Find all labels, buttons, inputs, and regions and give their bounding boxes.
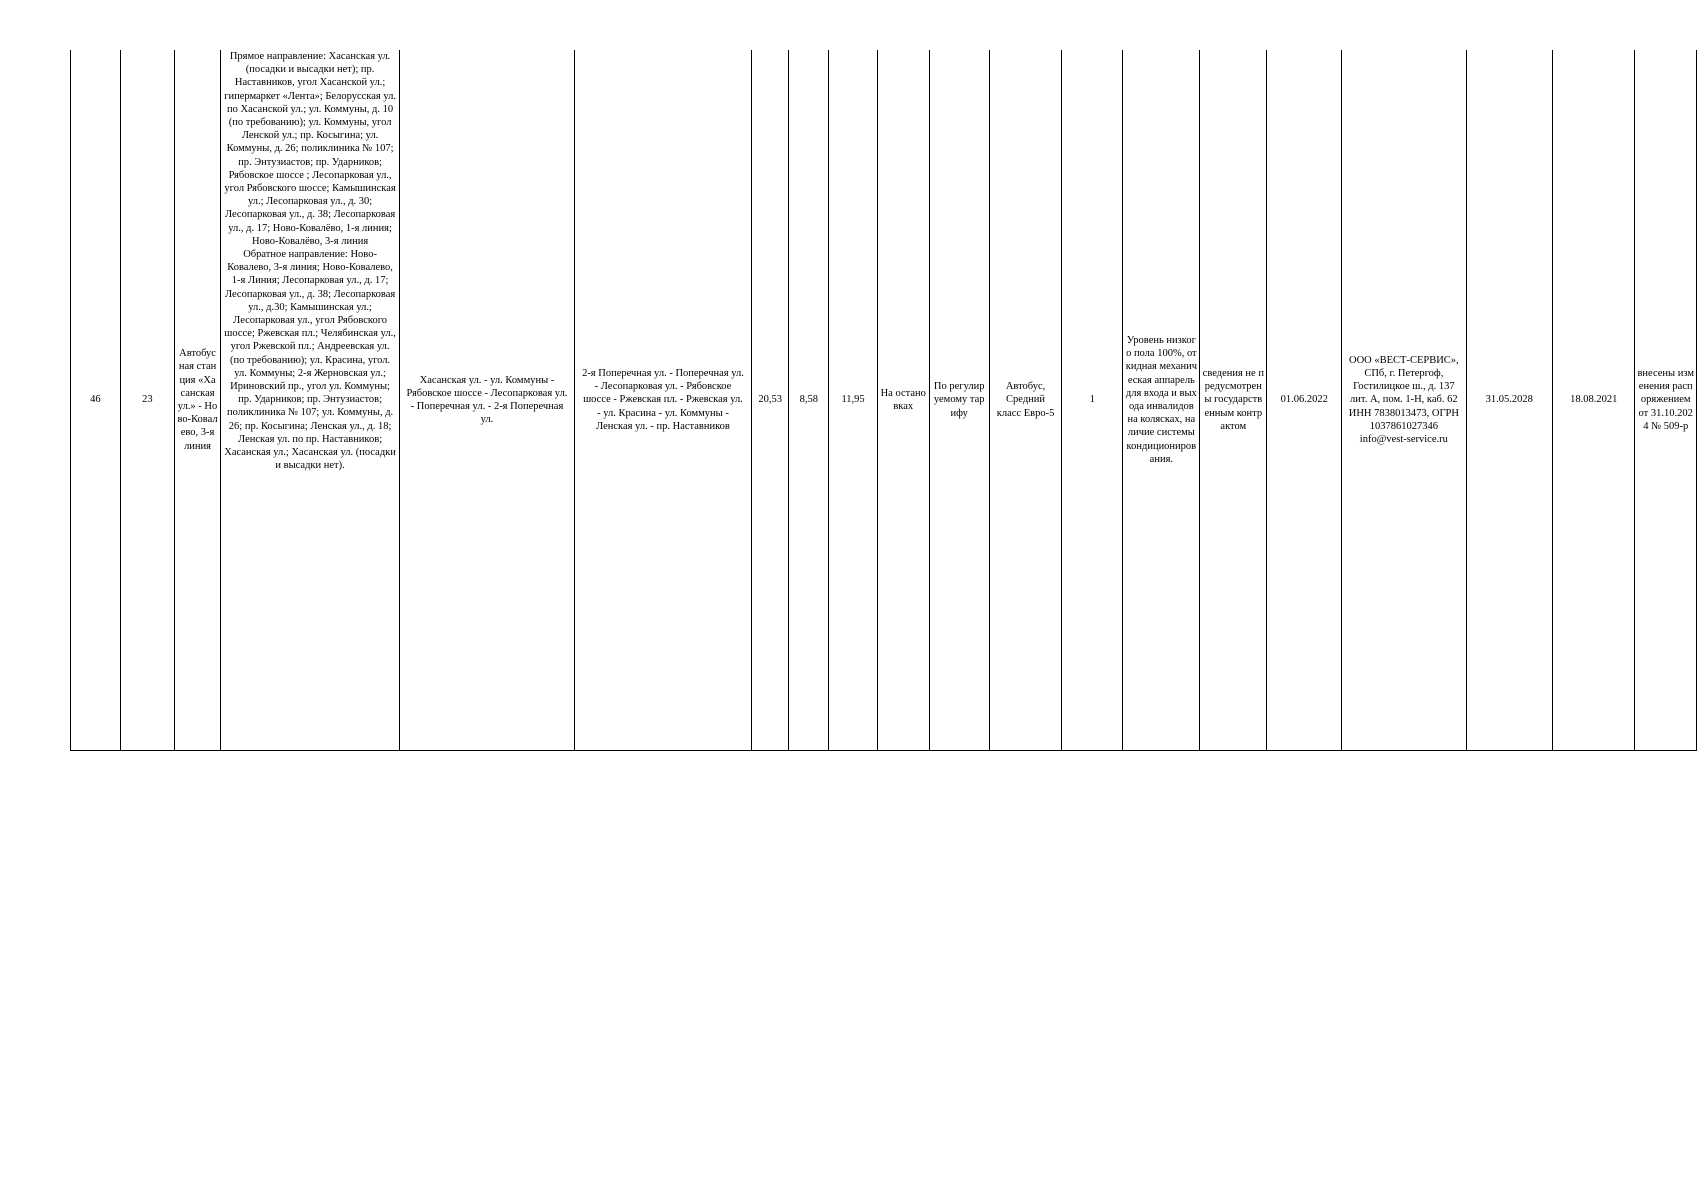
table-row: [71, 50, 1697, 751]
tariff-cell: По регулируемому тарифу: [929, 50, 989, 751]
seq-number-cell: 46: [71, 50, 121, 751]
carrier-cell: ООО «ВЕСТ-СЕРВИС», СПб, г. Петергоф, Гостилицкое ш., д. 137 лит. А, пом. 1-Н, каб. 62 ИНН 7838013473, ОГРН 1037861027346 info@vest-service.ru: [1342, 50, 1466, 751]
length-backward-cell: 11,95: [829, 50, 878, 751]
end-date-cell: 31.05.2028: [1466, 50, 1552, 751]
route-number-cell: 23: [120, 50, 174, 751]
length-forward-cell: 8,58: [789, 50, 829, 751]
notes-cell: внесены изменения распоряжением от 31.10.2024 № 509-р: [1635, 50, 1697, 751]
length-total-cell: 20,53: [752, 50, 789, 751]
route-name-cell: Автобусная станция «Хасанская ул.» - Ново-Ковалево, 3-я линия: [175, 50, 221, 751]
boarding-order-cell: На остановках: [877, 50, 929, 751]
stops-forward: Прямое направление: Хасанская ул. (посадки и высадки нет); пр. Наставников, угол Хасанской ул.; гипермаркет «Лента»; Белорусская ул. по Хасанской ул.; ул. Коммуны, д. 10 (по требованию); ул. Коммуны, угол Ленской ул.; пр. Косыгина; ул. Коммуны, д. 26; поликлиника № 107; пр. Энтузиастов; пр. Ударников; Рябовское шоссе ; Лесопарковая ул., угол Рябовского шоссе; Камышинская ул.; Лесопарковая ул., д. 30; Лесопарковая ул., д. 38; Лесопарковая ул., д. 17; Ново-Ковалёво, 1-я линия; Ново-Ковалёво, 3-я линия: [224, 51, 396, 247]
start-date-cell: 01.06.2022: [1267, 50, 1342, 751]
stops-cell: [220, 50, 399, 751]
path-forward-cell: Хасанская ул. - ул. Коммуны - Рябовское шоссе - Лесопарковая ул. - Поперечная ул. - 2-я Поперечная ул.: [400, 50, 575, 751]
change-date-cell: 18.08.2021: [1552, 50, 1635, 751]
route-registry-table: [70, 50, 1697, 751]
contract-info-cell: сведения не предусмотрены государственным контрактом: [1200, 50, 1267, 751]
vehicle-count-cell: 1: [1062, 50, 1123, 751]
vehicle-class-cell: Автобус, Средний класс Евро-5: [989, 50, 1061, 751]
stops-backward: Обратное направление: Ново-Ковалево, 3-я линия; Ново-Ковалево, 1-я Линия; Лесопарковая ул., д. 17; Лесопарковая ул., д. 38; Лесопарковая ул., д.30; Камышинская ул.; Лесопарковая ул., угол Рябовского шоссе; Ржевская пл.; Челябинская ул., угол Ржевской пл.; Андреевская ул. (по требованию); ул. Красина, угол. ул. Коммуны; 2-я Жерновская ул.; Ириновский пр., угол ул. Коммуны; пр. Ударников; пр. Энтузиастов; поликлиника № 107; ул. Коммуны, д. 26; пр. Косыгина; Ленская ул., д. 18; Ленская ул. по пр. Наставников; Хасанская ул.; Хасанская ул. (посадки и высадки нет).: [224, 249, 396, 472]
vehicle-features-cell: Уровень низкого пола 100%, откидная механическая аппарель для входа и выхода инвалидов на колясках, наличие системы кондиционирования.: [1123, 50, 1200, 751]
path-backward-cell: 2-я Поперечная ул. - Поперечная ул. - Лесопарковая ул. - Рябовское шоссе - Ржевская пл. - Ржевская ул. - ул. Красина - ул. Коммуны - Ленская ул. - пр. Наставников: [574, 50, 751, 751]
